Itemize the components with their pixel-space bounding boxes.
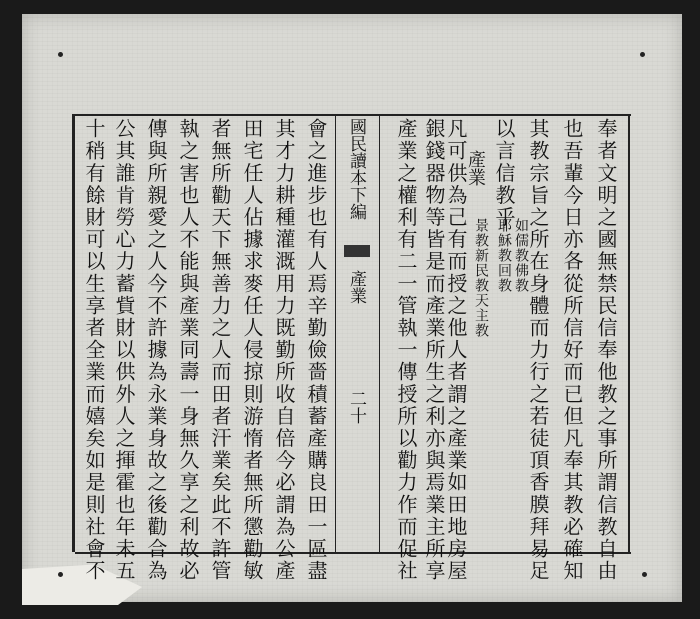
text-column: 公其誰肯勞心力蓄貲財以供外人之揮霍也年未五 [112, 118, 136, 583]
text-column: 凡可供為己有而授之他人者謂之產業如田地房屋 [444, 118, 468, 583]
text-column: 也吾輩今日亦各從所信好而已但凡奉其教必確知 [560, 118, 584, 583]
page-number: 二十 [346, 390, 366, 424]
text-column: 執之害也人不能與產業同壽一身無久享之利故必 [176, 118, 200, 583]
text-column: 產業之權利有二一管執一傳授所以勸力作而促社 [394, 118, 418, 583]
center-fold-line [335, 114, 336, 552]
text-column: 者無所勸天下無善力之人而田者汗業矣此不許管 [208, 118, 232, 583]
text-column: 其教宗旨之所在身體而力行之若徒頂香膜拜易足 [526, 118, 550, 583]
text-column: 十稍有餘財可以生享者全業而嬉矣如是則社會不 [82, 118, 106, 583]
frame-border-right [628, 114, 630, 552]
text-column: 傳與所親愛之人今不許據為永業身故之後勸合為 [144, 118, 168, 583]
text-column: 其才力耕種灌溉用力既勤所收自倍今必謂為公產 [272, 118, 296, 583]
text-column: 會之進步也有人焉辛勤儉嗇積蓄產購良田一區盡 [304, 118, 328, 583]
pin-mark [58, 52, 63, 57]
section-label: 產業 [465, 150, 486, 186]
text-column: 奉者文明之國無禁民信奉他教之事所謂信教自由 [594, 118, 618, 583]
annotation-note: 如儒教佛教 [513, 218, 529, 293]
fishtail-mark [344, 245, 370, 257]
annotation-note: 耶穌教回教 [496, 218, 512, 293]
section-title: 產業 [346, 270, 366, 304]
frame-border-left [72, 114, 75, 552]
pin-mark [640, 52, 645, 57]
annotation-note: 景教新民教天主教 [473, 218, 489, 338]
text-column: 田宅任人佔據求麥任人侵掠則游惰者無所懲勸敏 [240, 118, 264, 583]
book-title: 國民讀本下編 [346, 118, 366, 220]
center-fold-line [379, 114, 380, 552]
pin-mark [642, 572, 647, 577]
pin-mark [58, 572, 63, 577]
text-column: 銀錢器物等皆是而產業所生之利亦與焉業主所享 [422, 118, 446, 583]
text-column: 以言信教乎 [492, 118, 516, 229]
